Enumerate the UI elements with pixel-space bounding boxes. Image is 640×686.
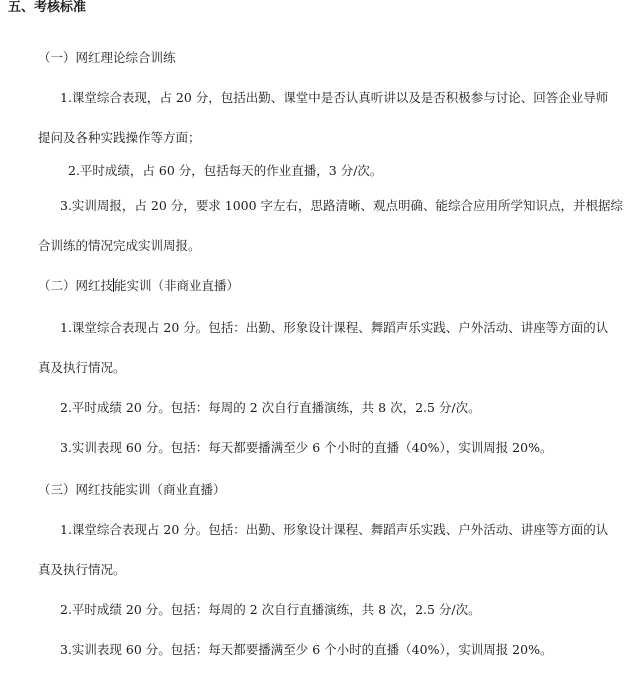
subsection-title-1: （一）网红理论综合训练 [38,50,176,65]
subsection-title-3: （三）网红技能实训（商业直播） [38,482,226,497]
paragraph-1-1-line1: 1.课堂综合表现，占 20 分，包括出勤、课堂中是否认真听讲以及是否积极参与讨论、回答企业导师 [60,90,609,105]
paragraph-1-2: 2.平时成绩，占 60 分，包括每天的作业直播，3 分/次。 [68,163,383,178]
paragraph-2-1-line1: 1.课堂综合表现占 20 分。包括：出勤、形象设计课程、舞蹈声乐实践、户外活动、讲座等方面的认 [60,320,609,335]
subsection-title-2-part1: （二）网红技 [38,278,114,293]
paragraph-3-1-line1: 1.课堂综合表现占 20 分。包括：出勤、形象设计课程、舞蹈声乐实践、户外活动、讲座等方面的认 [60,522,609,537]
paragraph-2-2: 2.平时成绩 20 分。包括：每周的 2 次自行直播演练，共 8 次，2.5 分/次。 [60,400,481,415]
subsection-title-2 [38,278,239,294]
paragraph-2-1-line2: 真及执行情况。 [38,360,126,375]
paragraph-1-3-line2: 合训练的情况完成实训周报。 [38,238,201,253]
paragraph-3-3: 3.实训表现 60 分。包括：每天都要播满至少 6 个小时的直播（40%），实训周报 20%。 [60,642,553,657]
paragraph-3-1-line2: 真及执行情况。 [38,562,126,577]
paragraph-2-3: 3.实训表现 60 分。包括：每天都要播满至少 6 个小时的直播（40%），实训周报 20%。 [60,440,553,455]
paragraph-1-3-line1: 3.实训周报，占 20 分，要求 1000 字左右，思路清晰、观点明确、能综合应用所学知识点，并根据综 [60,198,624,213]
section-heading: 五、考核标准 [8,0,87,15]
paragraph-1-1-line2: 提问及各种实践操作等方面； [38,130,201,145]
paragraph-3-2: 2.平时成绩 20 分。包括：每周的 2 次自行直播演练，共 8 次，2.5 分/次。 [60,602,481,617]
subsection-title-2-part2: 能实训（非商业直播） [114,278,240,293]
